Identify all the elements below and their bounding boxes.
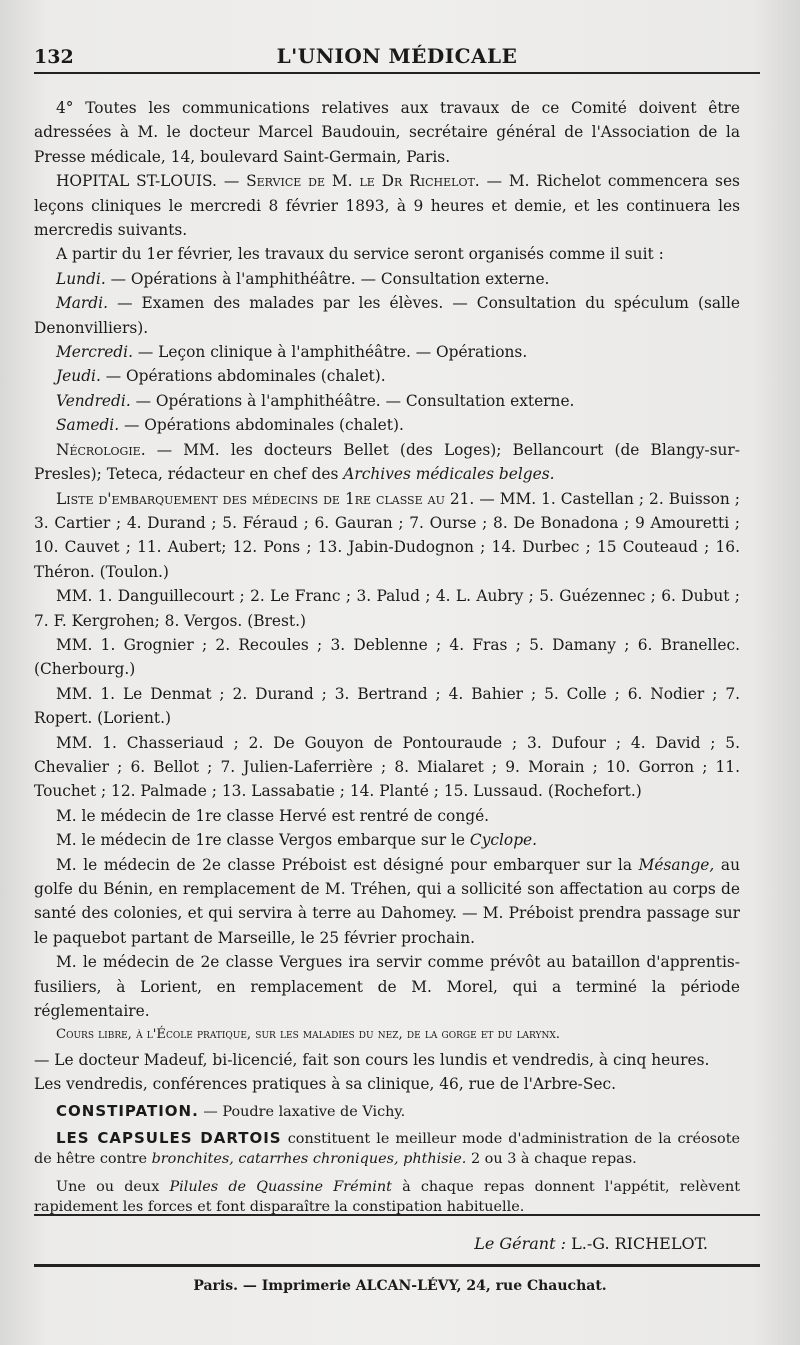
day-text: — Examen des malades par les élèves. — Consultation du spéculum (salle Denonvilliers). (34, 294, 740, 337)
preboist-text: M. le médecin de 2e classe Préboist est désigné pour embarquer sur la (56, 855, 632, 874)
schedule-lundi (34, 267, 740, 291)
schedule-mercredi (34, 340, 740, 364)
schedule-samedi (34, 413, 740, 437)
paragraph-comite: 4° Toutes les communications relatives aux travaux de ce Comité doivent être adressées à M. le docteur Marcel Baudouin, secrétaire général de l'Association de la Presse médicale, 14, boulevard Saint-Germain, Paris. (34, 99, 740, 166)
paragraph-liste-embarquement (34, 487, 740, 585)
day-text: — Opérations abdominales (chalet). (105, 367, 386, 386)
paragraph-hopital-st-louis (34, 169, 740, 242)
necrologie-heading: Nécrologie. (56, 440, 146, 459)
paragraph-schedule-intro: A partir du 1er février, les travaux du service seront organisés comme il suit : (56, 245, 664, 264)
cours-text-2: Les vendredis, conférences pratiques à sa clinique, 46, rue de l'Arbre-Sec. (34, 1075, 617, 1094)
ad-constipation (34, 1101, 740, 1122)
cours-text: — Le docteur Madeuf, bi-licencié, fait son cours les lundis et vendredis, à cinq heures. (34, 1050, 710, 1069)
ad-italic: bronchites, catarrhes chroniques, phthisie. (151, 1150, 467, 1167)
liste-rochefort: MM. 1. Chasseriaud ; 2. De Gouyon de Pontouraude ; 3. Dufour ; 4. David ; 5. Chevalier ; 6. Bellot ; 7. Julien-Laferrière ; 8. Mialaret ; 9. Morain ; 10. Gorron ; 11. Touchet ; 12. Palmade ; 13. Lassabatie ; 14. Planté ; 15. Lussaud. (Rochefort.) (34, 733, 740, 801)
liste-toulon: — MM. 1. Castellan ; 2. Buisson ; 3. Cartier ; 4. Durand ; 5. Féraud ; 6. Gauran ; 7. Ourse ; 8. De Bonadona ; 9 Amouretti ; 10. Cauvet ; 11. Aubert; 12. Pons ; 13. Jabin-Dudognon ; 14. Durbec ; 15 Couteaud ; 16. Théron. (Toulon.) (34, 489, 740, 581)
footer-rule-thick (34, 1264, 760, 1267)
paragraph-vergos (34, 828, 740, 852)
page-body (34, 96, 740, 1217)
printer-imprint: Paris. — Imprimerie ALCAN-LÉVY, 24, rue Chauchat. (193, 1278, 607, 1294)
day-label: Mardi. (56, 294, 108, 313)
ad-text: — Poudre laxative de Vichy. (203, 1103, 406, 1120)
ad-text-2: 2 ou 3 à chaque repas. (470, 1150, 637, 1167)
paragraph-herve: M. le médecin de 1re classe Hervé est rentré de congé. (56, 806, 490, 825)
schedule-vendredi (34, 389, 740, 413)
journal-title: Archives médicales belges. (343, 465, 555, 484)
ad-title: CONSTIPATION. (56, 1101, 199, 1120)
header-rule (34, 72, 760, 74)
page-header (34, 42, 760, 72)
gerant-name: L.-G. RICHELOT. (571, 1234, 708, 1253)
vergos-text: M. le médecin de 1re classe Vergos embarque sur le (56, 831, 466, 850)
hopital-heading: HOPITAL ST-LOUIS. (56, 172, 217, 191)
schedule-jeudi (34, 364, 740, 388)
cours-heading-text: Cours libre, à l'École pratique, sur les maladies du nez, de la gorge et du larynx. (56, 1027, 560, 1043)
day-text: — Opérations abdominales (chalet). (124, 416, 404, 435)
paragraph-preboist (34, 853, 740, 951)
paragraph-necrologie (34, 438, 740, 487)
day-label: Vendredi. (56, 391, 131, 410)
cours-heading (34, 1023, 740, 1047)
day-label: Samedi. (56, 416, 120, 435)
service-label: — Service de M. le Dr Richelot. (223, 172, 480, 191)
day-label: Mercredi. (56, 343, 133, 362)
gerant-label: Le Gérant : (474, 1234, 567, 1253)
footer-rule (34, 1214, 760, 1216)
schedule-mardi (34, 291, 740, 340)
necrologie-text: — MM. les docteurs Bellet (des Loges); Bellancourt (de Blangy-sur-Presles); Teteca, rédacteur en chef des (34, 440, 740, 484)
liste-lorient: MM. 1. Le Denmat ; 2. Durand ; 3. Bertrand ; 4. Bahier ; 5. Colle ; 6. Nodier ; 7. Ropert. (Lorient.) (34, 684, 740, 728)
hopital-text: — M. Richelot commencera ses leçons cliniques le mercredi 8 février 1893, à 9 heures et demie, et les continuera les mercredis suivants. (34, 172, 740, 240)
ad-capsules (34, 1128, 740, 1169)
liste-cherbourg: MM. 1. Grognier ; 2. Recoules ; 3. Deblenne ; 4. Fras ; 5. Damany ; 6. Branellec. (Cherbourg.) (34, 635, 740, 679)
ad-text-2: à chaque repas donnent l'appétit, relèvent rapidement les forces et font disparaître la constipation habituelle. (34, 1178, 741, 1215)
preboist-text-2: au golfe du Bénin, en remplacement de M. Tréhen, qui a sollicité son affectation au corps de santé des colonies, et qui servira à terre au Dahomey. — M. Préboist prendra passage sur le paquebot partant de Marseille, le 25 février prochain. (34, 855, 740, 947)
day-label: Lundi. (56, 269, 106, 288)
day-label: Jeudi. (56, 367, 101, 386)
paragraph-vergues: M. le médecin de 2e classe Vergues ira servir comme prévôt au bataillon d'apprentis-fusiliers, à Lorient, en remplacement de M. Morel, qui a terminé la période réglementaire. (34, 953, 740, 1021)
gerant-signature (474, 1234, 708, 1253)
ship-name: Cyclope. (469, 831, 538, 850)
ship-name: Mésange, (638, 855, 715, 874)
ad-title: LES CAPSULES DARTOIS (56, 1128, 282, 1147)
ad-text: constituent le meilleur mode d'administration de la créosote de hêtre contre (34, 1130, 741, 1167)
ad-pilules (34, 1177, 740, 1217)
running-title: L'UNION MÉDICALE (276, 44, 518, 68)
day-text: — Leçon clinique à l'amphithéâtre. — Opérations. (137, 343, 528, 362)
ad-text: Une ou deux (56, 1178, 160, 1195)
ad-italic: Pilules de Quassine Frémint (169, 1178, 392, 1195)
liste-heading: Liste d'embarquement des médecins de 1re classe au 21. (56, 489, 475, 508)
liste-brest: MM. 1. Danguillecourt ; 2. Le Franc ; 3. Palud ; 4. L. Aubry ; 5. Guézennec ; 6. Dubut ; 7. F. Kergrohen; 8. Vergos. (Brest.) (34, 587, 740, 630)
day-text: — Opérations à l'amphithéâtre. — Consultation externe. (110, 269, 550, 288)
page-number: 132 (34, 46, 74, 68)
day-text: — Opérations à l'amphithéâtre. — Consultation externe. (135, 391, 575, 410)
